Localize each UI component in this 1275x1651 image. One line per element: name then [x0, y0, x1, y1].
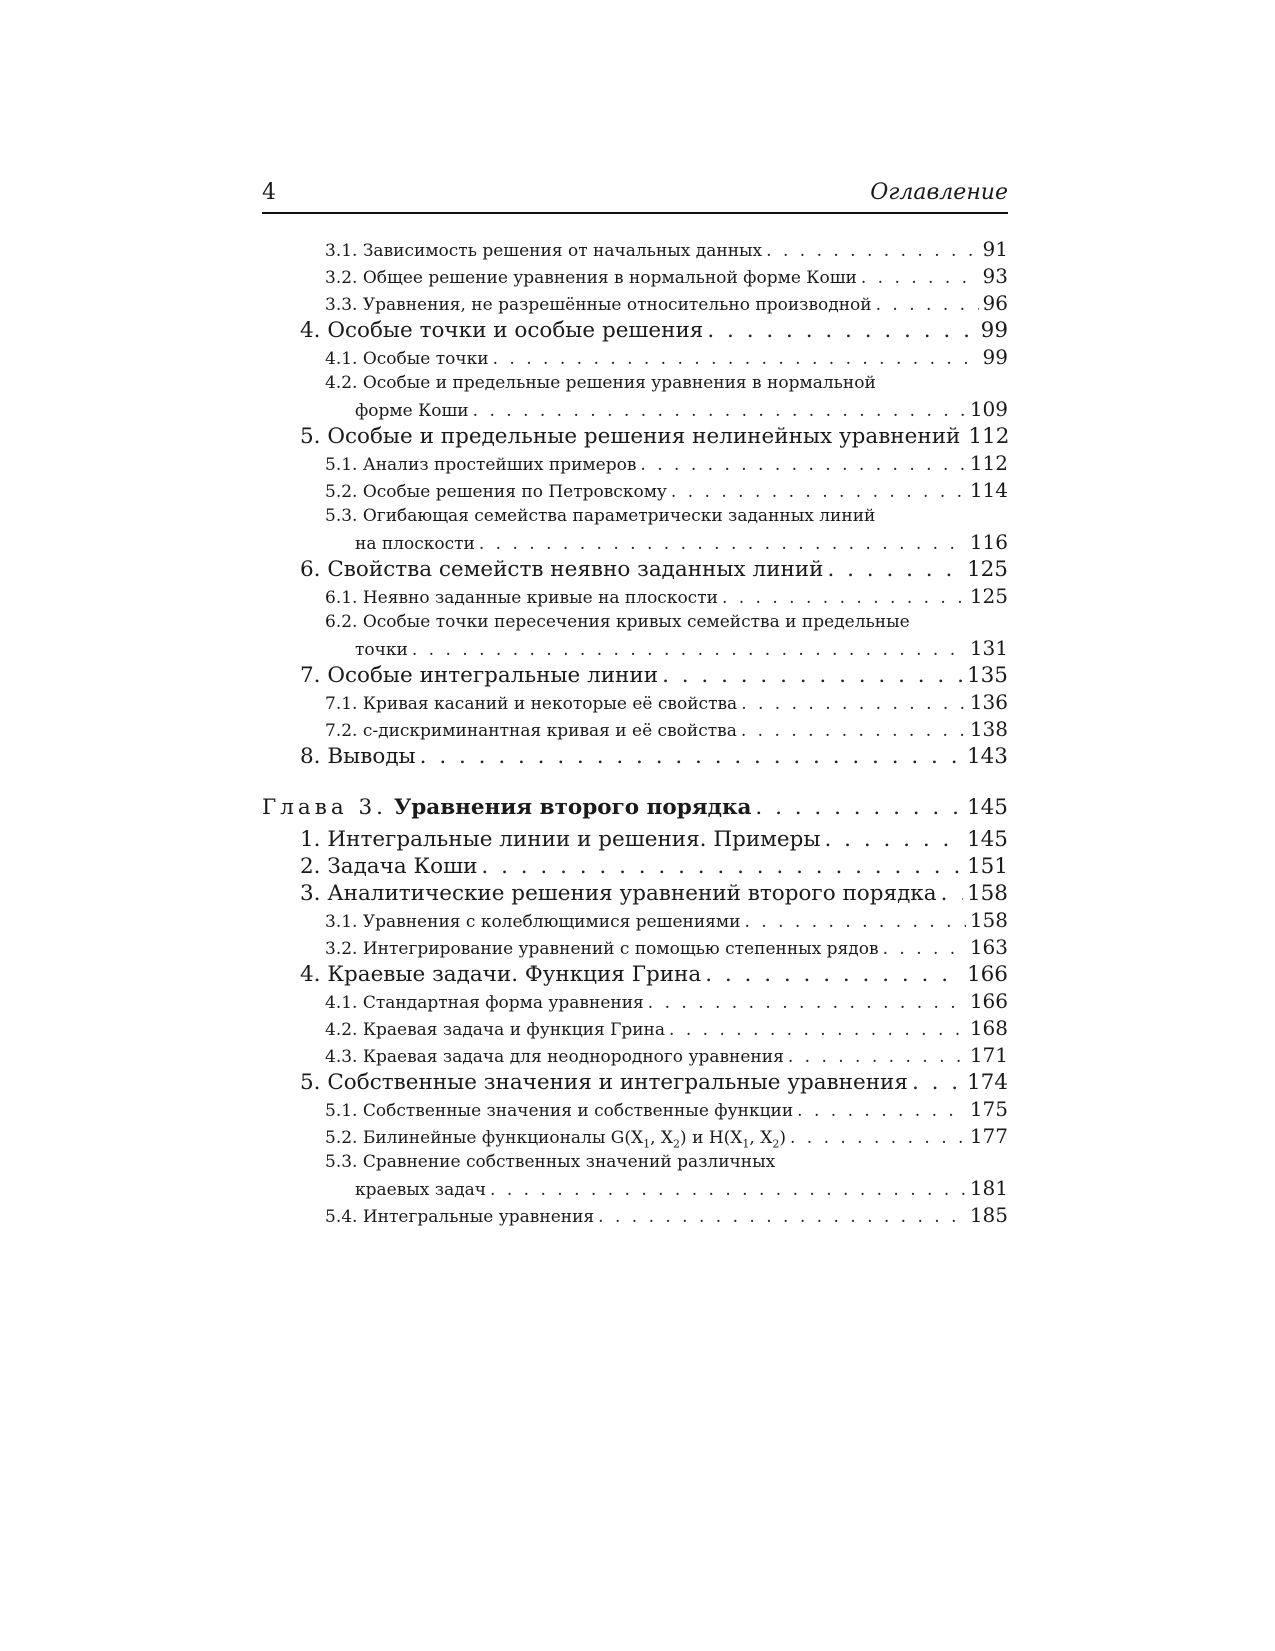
- leader-dots: [705, 961, 963, 988]
- leader-dots: [744, 909, 965, 936]
- entry-title: [325, 1044, 784, 1071]
- entry-text: Анализ простейших примеров: [362, 455, 637, 475]
- leader-dots: [790, 1125, 966, 1152]
- entry-page: 135: [966, 663, 1008, 688]
- toc-entry[interactable]: [262, 880, 1008, 907]
- entry-text: Собственные значения и интегральные уравнения: [327, 1070, 908, 1095]
- entry-number: 3.1.: [325, 241, 363, 261]
- toc-entry[interactable]: [262, 1042, 1008, 1069]
- toc-entry[interactable]: [262, 1015, 1008, 1042]
- entry-text: Огибающая семейства параметрически заданных линий: [362, 506, 876, 526]
- entry-text: Уравнения, не разрешённые относительно производной: [362, 295, 872, 315]
- entry-number: 4.1.: [325, 349, 363, 369]
- entry-title: [325, 1017, 665, 1044]
- toc-entry[interactable]: [262, 907, 1008, 934]
- entry-number: 3.2.: [325, 268, 363, 288]
- entry-title: [355, 530, 475, 558]
- entry-number: 2.: [300, 854, 328, 879]
- entry-text: Уравнения с колеблющимися решениями: [362, 912, 741, 932]
- entry-title: [300, 880, 937, 907]
- entry-number: 3.3.: [325, 295, 363, 315]
- leader-dots: [741, 691, 966, 718]
- entry-page: 136: [969, 690, 1008, 714]
- toc-entry[interactable]: [262, 1069, 1008, 1096]
- leader-dots: [493, 346, 979, 373]
- entry-page: 163: [969, 935, 1008, 959]
- leader-dots: [662, 662, 963, 689]
- entry-text: Выводы: [327, 744, 416, 769]
- toc-entry[interactable]: [262, 853, 1008, 880]
- entry-number: 4.3.: [325, 1047, 363, 1067]
- entry-page: 93: [982, 264, 1008, 288]
- entry-title: [325, 585, 718, 612]
- chapter-label: Глава 3.: [262, 795, 387, 820]
- entry-text: Интегрирование уравнений с помощью степенных рядов: [362, 939, 879, 959]
- entry-text: Краевая задача для неоднородного уравнения: [362, 1047, 784, 1067]
- entry-title: [325, 936, 879, 963]
- entry-number: 5.2.: [325, 1128, 363, 1148]
- entry-page: 177: [969, 1124, 1008, 1148]
- leader-dots: [825, 826, 963, 853]
- entry-page: 91: [982, 237, 1008, 261]
- leader-dots: [755, 790, 963, 826]
- leader-dots: [741, 718, 966, 745]
- toc-entry[interactable]: [262, 583, 1008, 610]
- entry-title: [325, 479, 667, 506]
- header-title: Оглавление: [870, 180, 1008, 205]
- entry-number: 5.1.: [325, 1101, 363, 1121]
- entry-page: 185: [969, 1203, 1008, 1227]
- toc-entry[interactable]: [262, 423, 1008, 450]
- entry-title: [325, 610, 910, 634]
- entry-text: Общее решение уравнения в нормальной форме Коши: [362, 268, 857, 288]
- toc-entry[interactable]: [262, 743, 1008, 770]
- entry-text: Особые точки и особые решения: [327, 318, 704, 343]
- entry-number: 8.: [300, 744, 328, 769]
- entry-page: 151: [966, 854, 1008, 879]
- leader-dots: [827, 556, 963, 583]
- entry-page: 125: [966, 557, 1008, 582]
- entry-title: [325, 718, 737, 745]
- leader-dots: [479, 530, 966, 558]
- toc-entry[interactable]: [262, 1202, 1008, 1229]
- entry-page: 99: [982, 345, 1008, 369]
- entry-page: 171: [969, 1043, 1008, 1067]
- toc-entry[interactable]: [262, 689, 1008, 716]
- toc-entry[interactable]: [262, 395, 1008, 423]
- leader-dots: [481, 853, 963, 880]
- entry-text: Особые решения по Петровскому: [362, 482, 667, 502]
- entry-text: Неявно заданные кривые на плоскости: [362, 588, 718, 608]
- entry-text: Зависимость решения от начальных данных: [362, 241, 763, 261]
- entry-number: 6.2.: [325, 612, 363, 632]
- entry-title: [300, 853, 477, 880]
- chapter-page: 145: [966, 795, 1008, 820]
- entry-number: 4.: [300, 318, 328, 343]
- entry-title: [300, 826, 821, 853]
- entry-title: [325, 265, 857, 292]
- toc-entry: [262, 371, 1008, 395]
- entry-page: 175: [969, 1097, 1008, 1121]
- entry-text: Задача Коши: [327, 854, 478, 879]
- toc-entry[interactable]: [262, 716, 1008, 743]
- leader-dots: [722, 585, 966, 612]
- leader-dots: [648, 990, 966, 1017]
- entry-text: Интегральные уравнения: [362, 1207, 595, 1227]
- entry-text: форме Коши: [355, 401, 469, 421]
- entry-page: 99: [980, 318, 1008, 343]
- entry-title: [300, 743, 416, 770]
- entry-page: 166: [966, 962, 1008, 987]
- chapter-label-wrap: [262, 790, 751, 826]
- toc-chapter-heading[interactable]: [262, 790, 1008, 826]
- entry-title: [355, 636, 408, 664]
- entry-title: [325, 452, 636, 479]
- entry-text: Особые интегральные линии: [327, 663, 659, 688]
- entry-number: 6.1.: [325, 588, 363, 608]
- entry-number: 5.3.: [325, 506, 363, 526]
- entry-page: 125: [969, 584, 1008, 608]
- toc-entry[interactable]: [262, 1174, 1008, 1202]
- entry-text: Кривая касаний и некоторые её свойства: [362, 694, 738, 714]
- entry-title: [300, 662, 658, 689]
- entry-page: 138: [969, 717, 1008, 741]
- entry-page: 131: [969, 636, 1008, 660]
- entry-number: 5.4.: [325, 1207, 363, 1227]
- entry-page: 168: [969, 1016, 1008, 1040]
- leader-dots: [669, 1017, 966, 1044]
- entry-text: Собственные значения и собственные функции: [362, 1101, 794, 1121]
- toc-entry[interactable]: [262, 556, 1008, 583]
- entry-page: 143: [966, 744, 1008, 769]
- entry-text: Свойства семейств неявно заданных линий: [327, 557, 824, 582]
- entry-page: 109: [969, 397, 1008, 421]
- running-header: [262, 178, 1008, 214]
- entry-title: [325, 1204, 594, 1231]
- entry-number: 5.3.: [325, 1152, 363, 1172]
- toc-entry[interactable]: [262, 477, 1008, 504]
- toc-entry[interactable]: [262, 634, 1008, 662]
- entry-text: Особые и предельные решения уравнения в нормальной: [362, 373, 876, 393]
- toc-entry[interactable]: [262, 1096, 1008, 1123]
- toc-entry[interactable]: [262, 988, 1008, 1015]
- entry-page: 116: [969, 530, 1008, 554]
- entry-text: на плоскости: [355, 534, 475, 554]
- book-page: [262, 0, 1008, 1651]
- entry-text: Краевая задача и функция Грина: [362, 1020, 666, 1040]
- entry-title: [325, 346, 489, 373]
- entry-page: 112: [969, 451, 1008, 475]
- entry-title: [325, 504, 875, 528]
- entry-number: 4.1.: [325, 993, 363, 1013]
- toc-entry[interactable]: [262, 450, 1008, 477]
- entry-text: краевых задач: [355, 1180, 487, 1200]
- entry-title: [325, 371, 876, 395]
- entry-page: 145: [966, 827, 1008, 852]
- entry-title: [300, 423, 960, 450]
- leader-dots: [598, 1204, 966, 1231]
- entry-text: Стандартная форма уравнения: [362, 993, 644, 1013]
- entry-page: 114: [969, 478, 1008, 502]
- entry-text: Особые точки пересечения кривых семейства и предельные: [362, 612, 910, 632]
- toc-entry[interactable]: [262, 236, 1008, 263]
- entry-number: 7.2.: [325, 721, 363, 741]
- leader-dots: [473, 397, 966, 425]
- entry-text: Особые и предельные решения нелинейных уравнений: [327, 424, 961, 449]
- entry-number: 5.2.: [325, 482, 363, 502]
- toc-entry[interactable]: [262, 290, 1008, 317]
- leader-dots: [941, 880, 963, 907]
- entry-title: [300, 556, 823, 583]
- entry-title: [325, 1098, 793, 1125]
- toc-entry[interactable]: [262, 934, 1008, 961]
- entry-number: 1.: [300, 827, 328, 852]
- entry-title: [325, 292, 872, 319]
- entry-page: 112: [968, 424, 1010, 449]
- entry-title: [325, 691, 737, 718]
- entry-text: точки: [355, 640, 408, 660]
- toc-entry[interactable]: [262, 344, 1008, 371]
- entry-number: 3.2.: [325, 939, 363, 959]
- entry-text: Сравнение собственных значений различных: [362, 1152, 776, 1172]
- leader-dots: [707, 317, 976, 344]
- toc-entry[interactable]: [262, 528, 1008, 556]
- entry-title: [300, 317, 703, 344]
- entry-number: 7.: [300, 663, 328, 688]
- leader-dots: [490, 1176, 966, 1204]
- entry-title: [325, 990, 644, 1017]
- entry-number: 3.: [300, 881, 328, 906]
- entry-number: 3.1.: [325, 912, 363, 932]
- entry-text: Аналитические решения уравнений второго порядка: [327, 881, 937, 906]
- leader-dots: [788, 1044, 966, 1071]
- leader-dots: [420, 743, 963, 770]
- leader-dots: [912, 1069, 963, 1096]
- entry-title: [300, 961, 701, 988]
- toc-part-2: [262, 826, 1008, 1229]
- entry-number: 5.: [300, 1070, 328, 1095]
- toc-entry[interactable]: [262, 662, 1008, 689]
- entry-number: 6.: [300, 557, 328, 582]
- leader-dots: [412, 636, 966, 664]
- entry-number: 4.2.: [325, 1020, 363, 1040]
- entry-title: [325, 909, 740, 936]
- entry-number: 5.1.: [325, 455, 363, 475]
- toc-part-1: [262, 236, 1008, 770]
- entry-text: Краевые задачи. Функция Грина: [327, 962, 702, 987]
- toc-entry: [262, 610, 1008, 634]
- entry-page: 174: [966, 1070, 1008, 1095]
- entry-page: 158: [966, 881, 1008, 906]
- entry-number: 4.2.: [325, 373, 363, 393]
- leader-dots: [797, 1098, 966, 1125]
- leader-dots: [671, 479, 966, 506]
- leader-dots: [883, 936, 966, 963]
- toc-entry[interactable]: [262, 263, 1008, 290]
- entry-title: [355, 397, 469, 425]
- table-of-contents: [262, 236, 1008, 1229]
- toc-entry[interactable]: [262, 1123, 1008, 1150]
- toc-entry[interactable]: [262, 826, 1008, 853]
- entry-title: [325, 238, 762, 265]
- leader-dots: [640, 452, 965, 479]
- entry-number: 7.1.: [325, 694, 363, 714]
- leader-dots: [876, 292, 979, 319]
- toc-entry[interactable]: [262, 961, 1008, 988]
- toc-entry[interactable]: [262, 317, 1008, 344]
- entry-page: 158: [969, 908, 1008, 932]
- page-number: 4: [262, 180, 276, 205]
- entry-number: 5.: [300, 424, 328, 449]
- entry-title: [300, 1069, 908, 1096]
- entry-text: c-дискриминантная кривая и её свойства: [362, 721, 737, 741]
- leader-dots: [861, 265, 979, 292]
- entry-text: Интегральные линии и решения. Примеры: [327, 827, 821, 852]
- entry-title: [325, 1150, 775, 1174]
- entry-title: [355, 1176, 486, 1204]
- entry-number: 4.: [300, 962, 328, 987]
- entry-text: Билинейные функционалы $G(X_1$, $X_2$) и $H(X_1$, $X_2$): [362, 1128, 786, 1151]
- entry-page: 166: [969, 989, 1008, 1013]
- toc-entry: [262, 504, 1008, 528]
- entry-page: 96: [982, 291, 1008, 315]
- chapter-title: Уравнения второго порядка: [393, 795, 752, 820]
- entry-page: 181: [969, 1176, 1008, 1200]
- leader-dots: [766, 238, 978, 265]
- entry-text: Особые точки: [362, 349, 489, 369]
- toc-entry: [262, 1150, 1008, 1174]
